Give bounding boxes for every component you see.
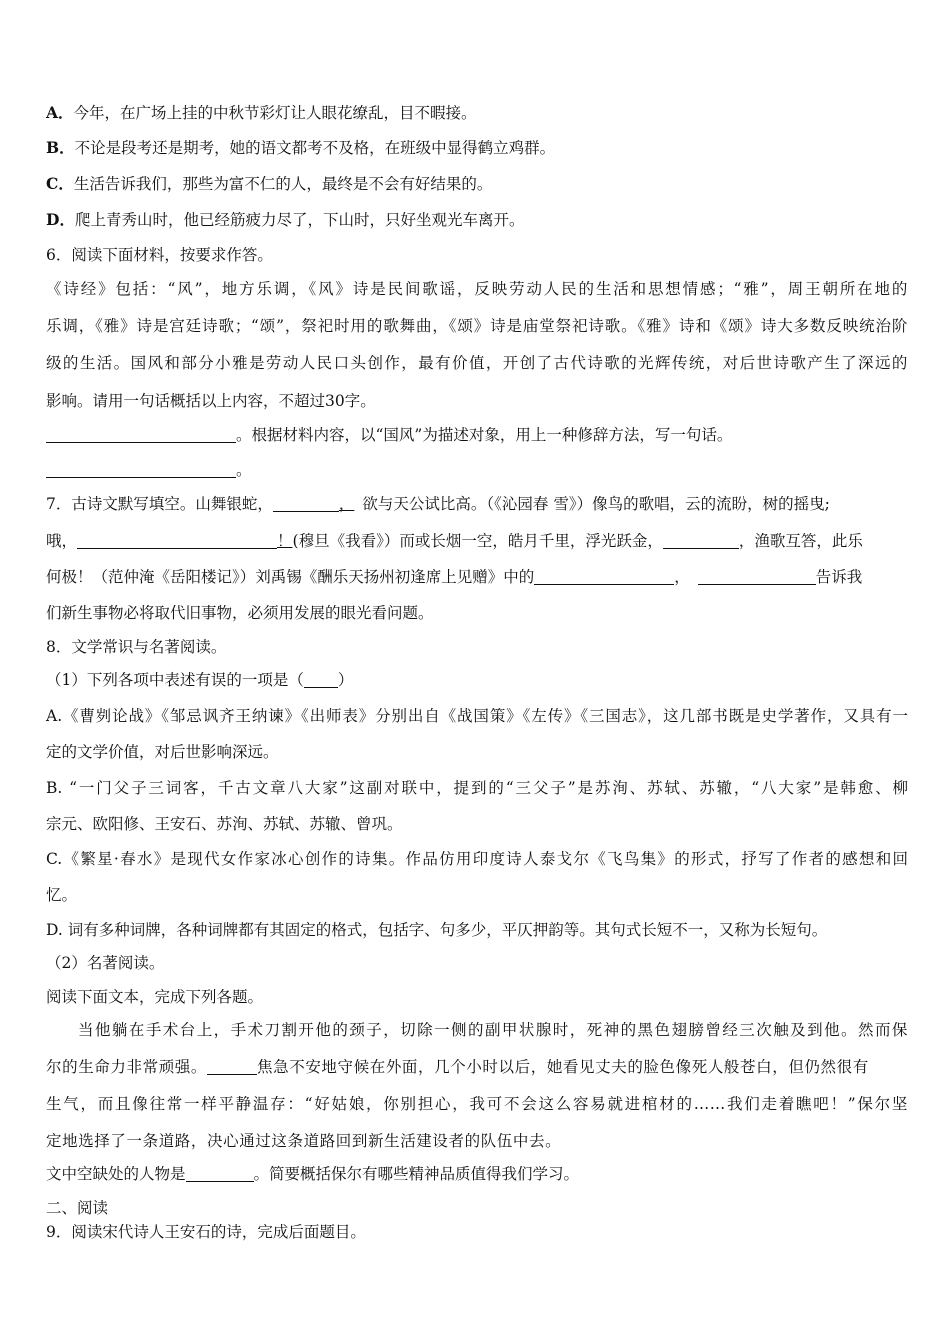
q8-question-text: 。简要概括保尔有哪些精神品质值得我们学习。 (253, 1165, 580, 1183)
q8-read-instruction: 阅读下面文本，完成下列各题。 (46, 988, 264, 1006)
answer-blank[interactable] (186, 1165, 254, 1182)
passage-line: 当他躺在手术台上，手术刀割开他的颈子，切除一侧的副甲状腺时，死神的黑色翅膀曾经三次触及到他。然而保 (78, 1021, 908, 1039)
q5-option-c (46, 174, 908, 194)
option-text: 爬上青秀山时，他已经筋疲力尽了，下山时，只好坐观光车离开。 (74, 211, 525, 229)
q8-sub1 (46, 670, 908, 690)
q6-stem: 6．阅读下面材料，按要求作答。 (46, 246, 273, 264)
q8-sub1-text: ） (337, 671, 354, 689)
q8-question-text: 文中空缺处的人物是 (46, 1165, 186, 1183)
answer-blank[interactable] (534, 568, 674, 585)
answer-blank[interactable] (46, 461, 236, 478)
option-text: 不论是段考还是期考，她的语文都考不及格，在班级中显得鹤立鸡群。 (74, 139, 556, 157)
answer-blank[interactable] (698, 568, 816, 585)
q7-comma: ， (338, 495, 355, 513)
option-letter: A． (46, 103, 74, 122)
passage-line: 生气，而且像往常一样平静温存：“好姑娘，你别担心，我可不会这么容易就进棺材的……我们走着瞧吧！”保尔坚 (46, 1095, 908, 1113)
q9-stem: 9．阅读宋代诗人王安石的诗，完成后面题目。 (46, 1223, 366, 1241)
q7-line-1 (46, 494, 908, 514)
q8-option-c-cont: 忆。 (46, 886, 78, 904)
q6-material-line: 《诗经》包括：“风”，地方乐调，《风》诗是民间歌谣，反映劳动人民的生活和思想情感；“雅”，周王朝所在地的 (46, 280, 908, 298)
q6-end: 。 (236, 461, 252, 479)
q8-option-a: A.《曹刿论战》《邹忌讽齐王纳谏》《出师表》分别出自《战国策》《左传》《三国志》，这几部书既是史学著作，又具有一 (46, 707, 908, 725)
answer-blank[interactable] (46, 426, 236, 443)
q7-line-2 (46, 531, 908, 551)
q8-sub1-text: （1）下列各项中表述有误的一项是（ (46, 671, 304, 689)
q8-option-d: D. 词有多种词牌，各种词牌都有其固定的格式，包括字、句多少，平仄押韵等。其句式长短不一，又称为长短句。 (46, 921, 828, 939)
q7-line-3 (46, 567, 908, 587)
q7-text: 7．古诗文默写填空。山舞银蛇， (46, 495, 273, 513)
answer-blank[interactable] (304, 671, 338, 688)
q8-option-b: B. “一门父子三词客，千古文章八大家”这副对联中，提到的“三父子”是苏洵、苏轼、苏辙，“八大家”是韩愈、柳 (46, 779, 908, 797)
option-letter: C． (46, 174, 74, 193)
q6-material-line: 级的生活。国风和部分小雅是劳动人民口头创作，最有价值，开创了古代诗歌的光辉传统，对后世诗歌产生了深远的 (46, 354, 908, 372)
q7-text: 欲与天公试比高。（《沁园春 雪》）像鸟的歌唱，云的流盼，树的摇曳; (362, 495, 830, 513)
q7-text: 何极！（范仲淹《岳阳楼记》）刘禹锡《酬乐天扬州初逢席上见赠》中的 (46, 568, 535, 586)
q7-text: 哦， (46, 532, 78, 550)
q6-material-line: 影响。请用一句话概括以上内容，不超过30字。 (46, 392, 376, 410)
q7-line-4: 们新生事物必将取代旧事物，必须用发展的眼光看问题。 (46, 604, 434, 622)
q6-task-line (46, 425, 908, 445)
option-text: 今年，在广场上挂的中秋节彩灯让人眼花缭乱，目不暇接。 (73, 104, 477, 122)
passage-text: 尔的生命力非常顽强。 (46, 1058, 208, 1076)
q6-material-line: 乐调，《雅》诗是宫廷诗歌；“颂”，祭祀时用的歌舞曲，《颂》诗是庙堂祭祀诗歌。《雅》诗和《颂》诗大多数反映统治阶 (46, 317, 908, 335)
q8-option-b-cont: 宗元、欧阳修、王安石、苏洵、苏轼、苏辙、曾巩。 (46, 815, 403, 833)
q5-option-b (46, 138, 908, 158)
passage-line: 定地选择了一条道路，决心通过这条道路回到新生活建设者的队伍中去。 (46, 1132, 562, 1150)
q6-task2: 。根据材料内容，以“国风”为描述对象，用上一种修辞方法，写一句话。 (236, 426, 733, 444)
q8-option-c: C.《繁星·春水》是现代女作家冰心创作的诗集。作品仿用印度诗人泰戈尔《飞鸟集》的形式，抒写了作者的感想和回 (46, 850, 908, 868)
q8-stem: 8．文学常识与名著阅读。 (46, 638, 227, 656)
passage-line (46, 1057, 908, 1077)
answer-blank[interactable] (207, 1058, 257, 1075)
q6-answer-line (46, 460, 908, 480)
q7-exclaim: ！ (277, 532, 293, 550)
q7-text: ，渔歌互答，此乐 (738, 532, 863, 550)
answer-blank[interactable] (77, 532, 277, 549)
q5-option-a (46, 103, 908, 123)
q5-option-d (46, 210, 908, 230)
option-letter: D． (46, 210, 75, 229)
option-text: 生活告诉我们，那些为富不仁的人，最终是不会有好结果的。 (73, 175, 493, 193)
q8-question (46, 1164, 908, 1184)
q7-text: (穆旦《我看》）而或长烟一空，皓月千里，浮光跃金， (292, 532, 663, 550)
section-heading: 二、阅读 (46, 1199, 109, 1217)
answer-blank[interactable] (663, 532, 739, 549)
q7-text: ， (674, 568, 690, 586)
q8-option-a-cont: 定的文学价值，对后世影响深远。 (46, 743, 279, 761)
option-letter: B． (46, 138, 75, 157)
answer-blank[interactable] (273, 495, 339, 512)
q7-text: 告诉我 (815, 568, 863, 586)
q8-sub2: （2）名著阅读。 (46, 954, 165, 972)
passage-text: 焦急不安地守候在外面，几个小时以后，她看见丈夫的脸色像死人般苍白，但仍然很有 (257, 1058, 869, 1076)
